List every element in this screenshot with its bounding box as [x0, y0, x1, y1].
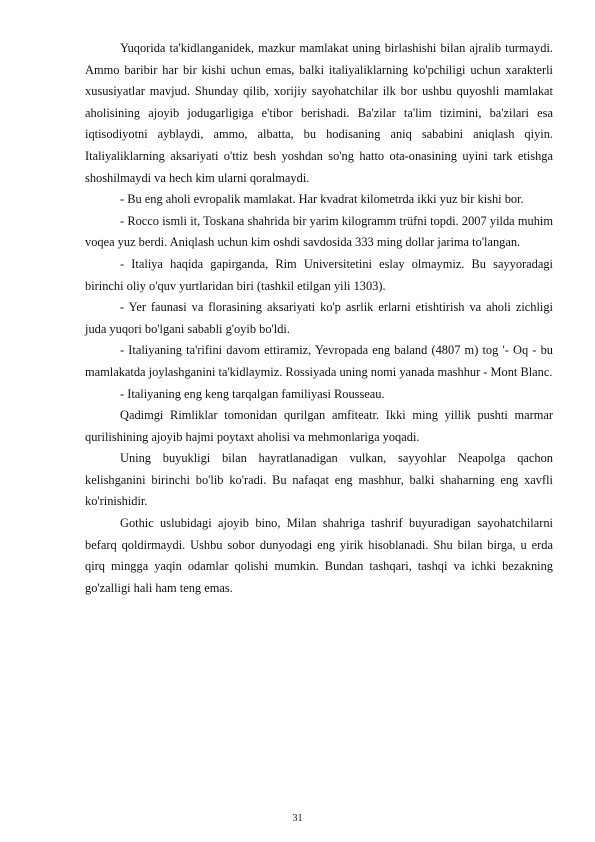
paragraph-volcano: Uning buyukligi bilan hayratlanadigan vulkan, sayyohlar Neapolga qachon kelishganini birinchi bo'lib ko'radi. Bu nafaqat eng mashhur, balki shaharning eng xavfli ko'rinishidir.	[85, 451, 553, 509]
paragraph-intro: Yuqorida ta'kidlanganidek, mazkur mamlakat uning birlashishi bilan ajralib turmaydi. Ammo baribir har bir kishi uchun emas, balki italiyaliklarning ko'pchiligi uchun xarakterli xususiyatlar mavjud. Shunday qilib, xorijiy sayohatchilar ilk bor ushbu quyoshli mamlakat aholisining ajoyib jodugarligiga e'tibor berishadi. Ba'zilar ta'lim tizimini, ba'zilari esa iqtisodiyotni ayblaydi, ammo, albatta, bu hodisaning aniq sababini aniqlash qiyin. Italiyaliklarning aksariyati o'ttiz besh yoshdan so'ng hatto ota-onasining uyini tark etishga shoshilmaydi va hech kim ularni qoralmaydi.	[85, 41, 553, 185]
page-body	[85, 38, 553, 599]
paragraph-mont-blanc: - Italiyaning ta'rifini davom ettiramiz, Yevropada eng baland (4807 m) tog '- Oq - bu mamlakatda joylashganini ta'kidlaymiz. Rossiyada uning nomi yanada mashhur - Mont Blanc.	[85, 343, 553, 379]
paragraph-university: - Italiya haqida gapirganda, Rim Universitetini eslay olmaymiz. Bu sayyoradagi birinchi oliy o'quv yurtlaridan biri (tashkil etilgan yili 1303).	[85, 256, 553, 293]
paragraph-population: - Bu eng aholi evropalik mamlakat. Har kvadrat kilometrda ikki yuz bir kishi bor.	[120, 192, 524, 207]
paragraph-amphitheatre: Qadimgi Rimliklar tomonidan qurilgan amfiteatr. Ikki ming yillik pushti marmar qurilishining ajoyib hajmi poytaxt aholisi va mehmonlariga yoqadi.	[85, 408, 553, 444]
paragraph-truffle: - Rocco ismli it, Toskana shahrida bir yarim kilogramm trüfni topdi. 2007 yilda muhim voqea yuz berdi. Aniqlash uchun kim oshdi savdosida 333 ming dollar jarima to'langan.	[85, 213, 553, 250]
page-number: 31	[292, 813, 303, 824]
paragraph-surname: - Italiyaning eng keng tarqalgan familiyasi Rousseau.	[120, 386, 385, 401]
paragraph-fauna: - Yer faunasi va florasining aksariyati ko'p asrlik erlarni etishtirish va aholi zichligi juda yuqori bo'lgani sababli g'oyib bo'ldi.	[85, 300, 553, 336]
paragraph-milan-cathedral: Gothic uslubidagi ajoyib bino, Milan shahriga tashrif buyuradigan sayohatchilarni befarq qoldirmaydi. Ushbu sobor dunyodagi eng yirik hisoblanadi. Shu bilan birga, u erda qirq mingga yaqin odamlar qolishi mumkin. Bundan tashqari, tashqi va ichki bezakning go'zalligi hali ham teng emas.	[85, 516, 553, 595]
